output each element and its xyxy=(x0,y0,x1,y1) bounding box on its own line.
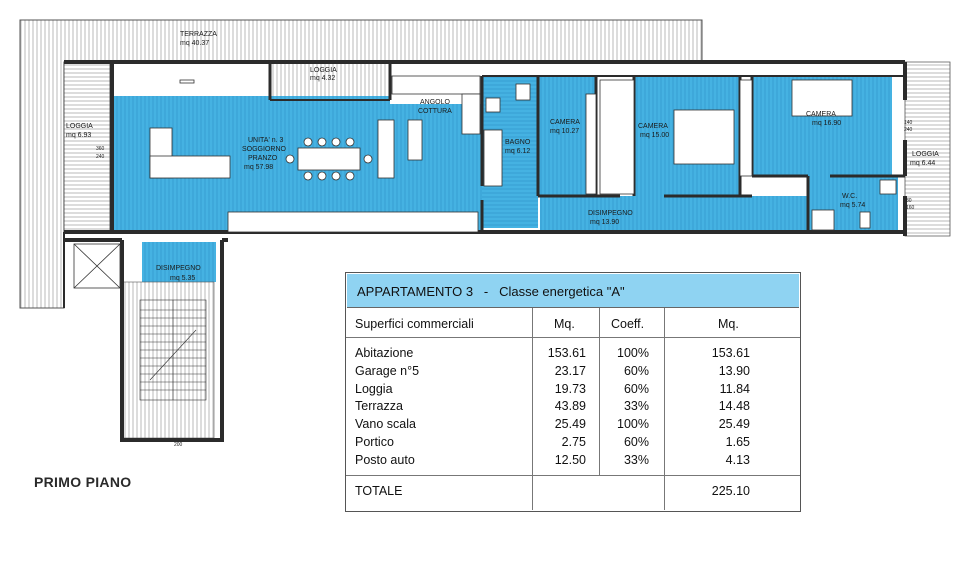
table-row xyxy=(346,346,800,364)
label-wc-area: mq 5.74 xyxy=(840,202,866,209)
table-row xyxy=(346,435,800,453)
row-coeff: 100% xyxy=(617,417,649,432)
label-angolo: ANGOLO xyxy=(420,99,450,106)
label-camera3-area: mq 16.90 xyxy=(812,120,842,127)
row-label: Terrazza xyxy=(355,399,403,414)
row-mq: 153.61 xyxy=(547,346,586,360)
row-mq-comm: 13.90 xyxy=(718,363,750,378)
label-camera1-area: mq 10.27 xyxy=(550,128,580,135)
total-value: 225.10 xyxy=(711,484,750,498)
row-coeff: 33% xyxy=(623,452,649,467)
row-mq: 19.73 xyxy=(554,381,586,396)
total-label: TOTALE xyxy=(355,484,403,498)
label-loggia-left: LOGGIA xyxy=(66,123,93,130)
row-mq: 12.50 xyxy=(554,452,586,467)
row-coeff: 60% xyxy=(623,381,649,396)
row-mq-comm: 153.61 xyxy=(711,346,750,360)
dim-140: 140 xyxy=(904,120,913,126)
row-coeff: 100% xyxy=(617,346,649,360)
table-row xyxy=(346,417,800,435)
dim-160: 160 xyxy=(906,205,915,211)
label-wc: W.C. xyxy=(842,193,858,200)
label-soggiorno: SOGGIORNO xyxy=(242,146,286,153)
label-soggiorno-unit: UNITA' n. 3 xyxy=(248,137,284,144)
label-disimpegno-area: mq 13.90 xyxy=(590,219,620,226)
row-label: Portico xyxy=(355,435,394,449)
label-loggia-top-area: mq 4.32 xyxy=(310,75,336,82)
table-row xyxy=(346,453,800,471)
row-label: Posto auto xyxy=(355,452,415,467)
dim-240: 240 xyxy=(96,154,105,160)
label-bagno: BAGNO xyxy=(505,139,531,146)
label-loggia-left-area: mq 6.93 xyxy=(66,132,92,139)
row-label: Loggia xyxy=(355,381,393,396)
total-row xyxy=(346,484,800,502)
label-terrazza: TERRAZZA xyxy=(180,31,217,38)
label-disimpegno-stair: DISIMPEGNO xyxy=(156,265,201,272)
label-disimpegno: DISIMPEGNO xyxy=(588,210,633,217)
row-mq-comm: 14.48 xyxy=(718,399,750,414)
label-angolo-area: COTTURA xyxy=(418,108,452,115)
row-mq-comm: 1.65 xyxy=(725,435,750,449)
row-label: Garage n°5 xyxy=(355,363,420,378)
label-camera2: CAMERA xyxy=(638,123,668,130)
floor-label: PRIMO PIANO xyxy=(34,474,132,490)
row-coeff: 33% xyxy=(623,399,649,414)
row-mq-comm: 11.84 xyxy=(719,381,750,396)
label-camera2-area: mq 15.00 xyxy=(640,132,670,139)
row-coeff: 60% xyxy=(623,435,649,449)
row-mq: 25.49 xyxy=(554,417,586,432)
label-disimpegno-stair-area: mq 5.35 xyxy=(170,275,196,282)
dim-80: 80 xyxy=(906,198,912,204)
col-head-mq-comm: Mq. xyxy=(718,317,739,331)
label-terrazza-area: mq 40.37 xyxy=(180,40,210,47)
table-title: APPARTAMENTO 3 - Classe energetica "A" xyxy=(357,284,625,299)
label-camera3: CAMERA xyxy=(806,111,836,118)
row-mq-comm: 25.49 xyxy=(718,417,750,432)
row-label: Vano scala xyxy=(355,417,416,432)
row-label: Abitazione xyxy=(355,346,414,360)
row-mq: 23.17 xyxy=(554,363,586,378)
table-row xyxy=(346,364,800,382)
label-camera1: CAMERA xyxy=(550,119,580,126)
surface-table xyxy=(345,272,801,512)
row-mq-comm: 4.13 xyxy=(725,452,750,467)
dim-360: 360 xyxy=(96,146,105,152)
label-pranzo: PRANZO xyxy=(248,155,278,162)
dim-200: 200 xyxy=(174,442,183,448)
label-loggia-right-area: mq 6.44 xyxy=(910,160,936,167)
col-head-coeff: Coeff. xyxy=(611,317,645,331)
table-row xyxy=(346,382,800,400)
label-loggia-top: LOGGIA xyxy=(310,67,337,74)
header-divider xyxy=(346,337,800,338)
row-mq: 2.75 xyxy=(561,435,586,449)
table-row xyxy=(346,399,800,417)
col-head-mq: Mq. xyxy=(554,317,575,331)
col-head-surface: Superfici commerciali xyxy=(355,317,474,331)
table-header xyxy=(347,274,799,308)
label-bagno-area: mq 6.12 xyxy=(505,148,531,155)
label-soggiorno-area: mq 57.98 xyxy=(244,164,274,171)
row-mq: 43.89 xyxy=(554,399,586,414)
label-loggia-right: LOGGIA xyxy=(912,151,939,158)
total-divider xyxy=(346,475,800,476)
row-coeff: 60% xyxy=(623,363,649,378)
dim-240-right: 240 xyxy=(904,127,913,133)
